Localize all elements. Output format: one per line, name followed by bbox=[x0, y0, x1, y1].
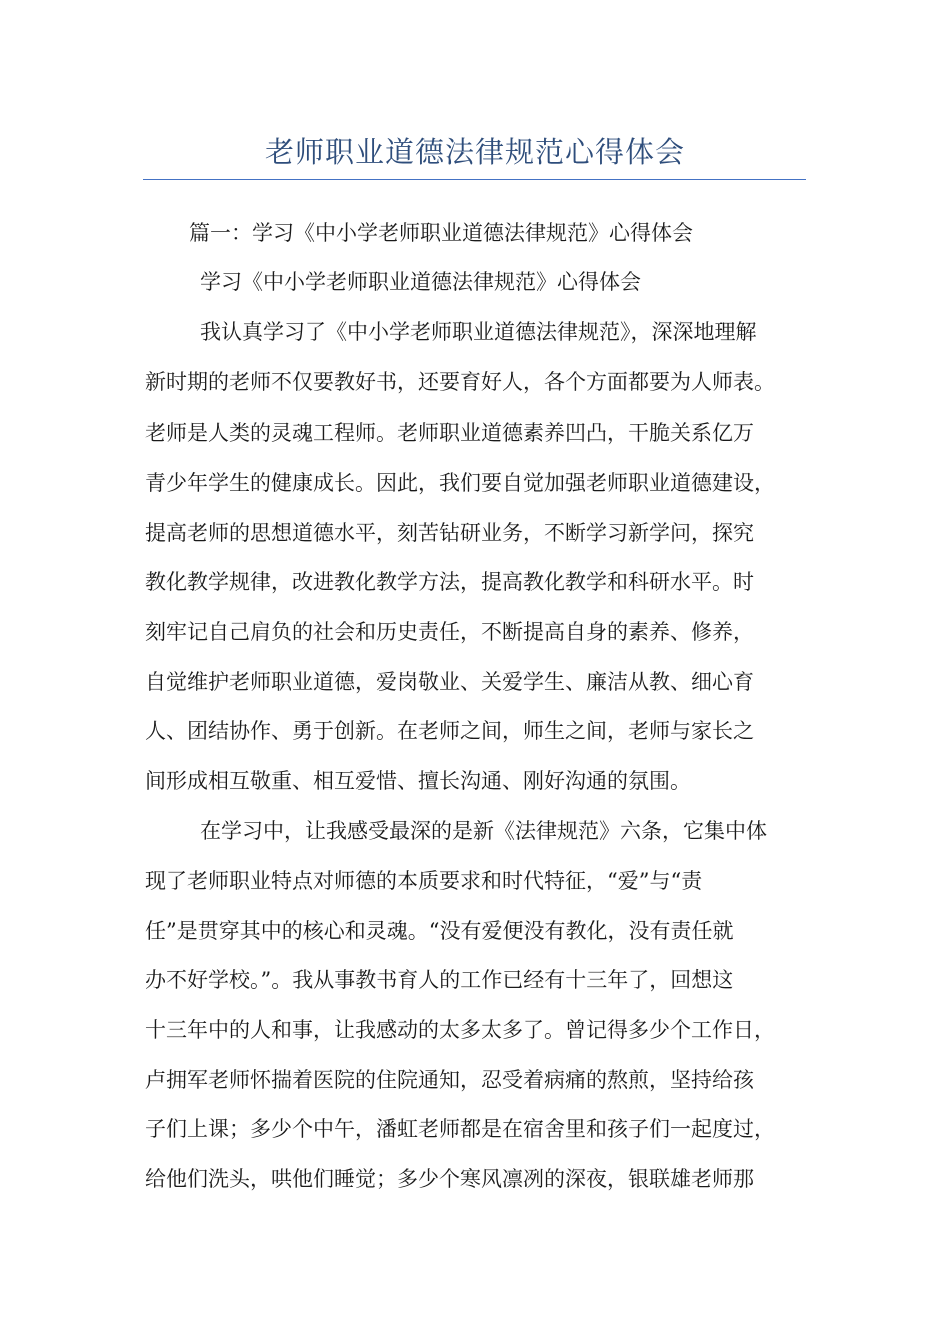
paragraph-line: 教化教学规律，改进教化教学方法，提高教化教学和科研水平。时 bbox=[145, 570, 754, 594]
paragraph-line: 提高老师的思想道德水平，刻苦钻研业务，不断学习新学问，探究 bbox=[145, 521, 754, 545]
paragraph-line: 办不好学校。”。我从事教书育人的工作已经有十三年了，回想这 bbox=[145, 968, 734, 992]
paragraph-line: 给他们洗头，哄他们睡觉；多少个寒风凛冽的深夜，银联雄老师那 bbox=[145, 1167, 754, 1191]
paragraph-line: 卢拥军老师怀揣着医院的住院通知，忍受着病痛的熬煎，坚持给孩 bbox=[145, 1068, 754, 1092]
article-subtitle: 学习《中小学老师职业道德法律规范》心得体会 bbox=[200, 270, 641, 294]
section-heading: 篇一：学习《中小学老师职业道德法律规范》心得体会 bbox=[189, 221, 693, 245]
paragraph-line: 子们上课；多少个中午，潘虹老师都是在宿舍里和孩子们一起度过， bbox=[145, 1117, 775, 1141]
paragraph-line: 青少年学生的健康成长。因此，我们要自觉加强老师职业道德建设， bbox=[145, 471, 775, 495]
paragraph-line: 任”是贯穿其中的核心和灵魂。“没有爱便没有教化，没有责任就 bbox=[145, 919, 734, 943]
paragraph-line: 现了老师职业特点对师德的本质要求和时代特征，“爱”与“责 bbox=[145, 869, 703, 893]
paragraph-line: 我认真学习了《中小学老师职业道德法律规范》，深深地理解 bbox=[200, 320, 757, 344]
paragraph-line: 刻牢记自己肩负的社会和历史责任，不断提高自身的素养、修养， bbox=[145, 620, 754, 644]
title-underline bbox=[143, 179, 806, 180]
paragraph-line: 新时期的老师不仅要教好书，还要育好人，各个方面都要为人师表。 bbox=[145, 370, 775, 394]
paragraph-line: 十三年中的人和事，让我感动的太多太多了。曾记得多少个工作日， bbox=[145, 1018, 775, 1042]
document-title: 老师职业道德法律规范心得体会 bbox=[264, 135, 685, 169]
paragraph-line: 在学习中，让我感受最深的是新《法律规范》六条，它集中体 bbox=[200, 819, 767, 843]
paragraph-line: 人、团结协作、勇于创新。在老师之间，师生之间，老师与家长之 bbox=[145, 719, 754, 743]
paragraph-line: 自觉维护老师职业道德，爱岗敬业、关爱学生、廉洁从教、细心育 bbox=[145, 670, 754, 694]
paragraph-line: 间形成相互敬重、相互爱惜、擅长沟通、刚好沟通的氛围。 bbox=[145, 769, 691, 793]
paragraph-line: 老师是人类的灵魂工程师。老师职业道德素养凹凸，干脆关系亿万 bbox=[145, 421, 754, 445]
